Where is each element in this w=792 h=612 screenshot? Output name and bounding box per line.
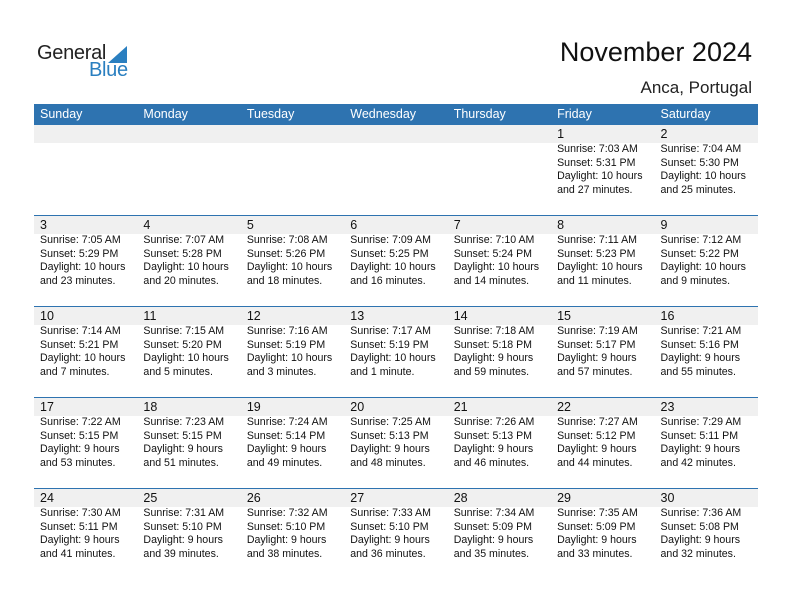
week-row xyxy=(34,215,758,306)
daylight-minutes-text: and 53 minutes. xyxy=(40,456,116,469)
day-cell xyxy=(137,307,240,395)
sunset-text: Sunset: 5:17 PM xyxy=(557,338,636,351)
sunrise-text: Sunrise: 7:22 AM xyxy=(40,416,121,428)
sunrise-text: Sunrise: 7:25 AM xyxy=(350,416,431,428)
sunset-text: Sunset: 5:09 PM xyxy=(453,520,533,533)
daylight-text: Daylight: 9 hours xyxy=(660,443,741,455)
daylight-minutes-text: and 51 minutes. xyxy=(143,456,219,469)
daylight-minutes-text: and 25 minutes. xyxy=(660,183,736,196)
daylight-minutes-text: and 7 minutes. xyxy=(40,365,110,378)
daylight-text: Daylight: 9 hours xyxy=(40,534,120,546)
day-number: 29 xyxy=(557,491,572,505)
location-subtitle: Anca, Portugal xyxy=(640,78,752,97)
sunrise-text: Sunrise: 7:26 AM xyxy=(453,416,535,428)
weekday-header-row xyxy=(34,104,758,125)
day-number: 25 xyxy=(143,491,158,505)
week-days xyxy=(34,125,758,213)
empty-day-cell xyxy=(137,125,240,213)
sunrise-text: Sunrise: 7:27 AM xyxy=(557,416,638,428)
daylight-text: Daylight: 10 hours xyxy=(557,170,643,182)
daylight-minutes-text: and 42 minutes. xyxy=(660,456,736,469)
day-number: 10 xyxy=(40,309,54,323)
daylight-minutes-text: and 16 minutes. xyxy=(350,274,426,287)
daylight-text: Daylight: 10 hours xyxy=(143,261,229,273)
sunrise-text: Sunrise: 7:32 AM xyxy=(246,507,328,519)
daylight-minutes-text: and 23 minutes. xyxy=(40,274,116,287)
daylight-text: Daylight: 9 hours xyxy=(40,443,120,455)
week-row xyxy=(34,397,758,488)
daylight-text: Daylight: 9 hours xyxy=(453,352,534,364)
sunrise-text: Sunrise: 7:24 AM xyxy=(246,416,328,428)
day-number: 9 xyxy=(660,218,668,232)
empty-day-cell xyxy=(344,125,447,213)
sunrise-text: Sunrise: 7:23 AM xyxy=(143,416,225,428)
daylight-minutes-text: and 1 minute. xyxy=(350,365,415,378)
daylight-minutes-text: and 33 minutes. xyxy=(557,547,633,560)
day-number: 2 xyxy=(660,127,668,141)
sunset-text: Sunset: 5:28 PM xyxy=(143,247,222,260)
daylight-minutes-text: and 44 minutes. xyxy=(557,456,633,469)
day-cell xyxy=(551,398,654,486)
sunrise-text: Sunrise: 7:10 AM xyxy=(453,234,535,246)
empty-day-cell xyxy=(34,125,137,213)
daylight-minutes-text: and 11 minutes. xyxy=(557,274,632,287)
sunset-text: Sunset: 5:10 PM xyxy=(143,520,222,533)
day-number: 16 xyxy=(660,309,675,323)
weekday-header: Thursday xyxy=(453,107,506,121)
sunrise-text: Sunrise: 7:11 AM xyxy=(557,234,637,246)
sunrise-text: Sunrise: 7:18 AM xyxy=(453,325,535,337)
sunset-text: Sunset: 5:31 PM xyxy=(557,156,636,169)
daylight-minutes-text: and 36 minutes. xyxy=(350,547,426,560)
sunset-text: Sunset: 5:11 PM xyxy=(40,520,118,533)
day-cell xyxy=(448,216,551,304)
daylight-text: Daylight: 10 hours xyxy=(660,261,746,273)
daylight-text: Daylight: 9 hours xyxy=(557,443,637,455)
day-number: 26 xyxy=(246,491,261,505)
sunset-text: Sunset: 5:09 PM xyxy=(557,520,636,533)
daylight-minutes-text: and 55 minutes. xyxy=(660,365,736,378)
day-number: 28 xyxy=(453,491,468,505)
daylight-minutes-text: and 32 minutes. xyxy=(660,547,736,560)
week-row xyxy=(34,306,758,397)
day-cell xyxy=(551,489,654,577)
sunrise-text: Sunrise: 7:04 AM xyxy=(660,143,742,155)
sunset-text: Sunset: 5:20 PM xyxy=(143,338,222,351)
day-number: 27 xyxy=(350,491,365,505)
daylight-minutes-text: and 41 minutes. xyxy=(40,547,116,560)
daylight-text: Daylight: 9 hours xyxy=(660,534,741,546)
weekday-header: Wednesday xyxy=(350,107,417,121)
week-days xyxy=(34,307,758,395)
sunrise-text: Sunrise: 7:29 AM xyxy=(660,416,742,428)
sunrise-text: Sunrise: 7:34 AM xyxy=(453,507,535,519)
sunrise-text: Sunrise: 7:07 AM xyxy=(143,234,225,246)
daylight-minutes-text: and 14 minutes. xyxy=(453,274,530,287)
day-cell xyxy=(344,307,447,395)
daylight-text: Daylight: 9 hours xyxy=(453,534,534,546)
day-cell xyxy=(655,398,758,486)
sunrise-text: Sunrise: 7:09 AM xyxy=(350,234,431,246)
day-cell xyxy=(137,216,240,304)
daylight-text: Daylight: 9 hours xyxy=(453,443,534,455)
day-number: 18 xyxy=(143,400,158,414)
day-number: 24 xyxy=(40,491,54,505)
sunset-text: Sunset: 5:18 PM xyxy=(453,338,533,351)
day-number: 1 xyxy=(557,127,565,141)
daylight-minutes-text: and 49 minutes. xyxy=(246,456,323,469)
day-cell xyxy=(34,489,137,577)
day-number: 5 xyxy=(246,218,254,232)
daylight-text: Daylight: 9 hours xyxy=(143,443,223,455)
day-number: 4 xyxy=(143,218,151,232)
day-cell xyxy=(137,489,240,577)
day-number: 22 xyxy=(557,400,572,414)
daylight-text: Daylight: 10 hours xyxy=(660,170,746,182)
day-cell xyxy=(344,216,447,304)
logo-word-general: General xyxy=(37,42,107,64)
weekday-header: Saturday xyxy=(660,107,711,121)
daylight-minutes-text: and 3 minutes. xyxy=(246,365,317,378)
sunset-text: Sunset: 5:11 PM xyxy=(660,429,739,442)
sunset-text: Sunset: 5:26 PM xyxy=(246,247,326,260)
day-cell xyxy=(448,398,551,486)
daylight-text: Daylight: 9 hours xyxy=(246,443,327,455)
day-number: 3 xyxy=(40,218,47,232)
weekday-header: Monday xyxy=(143,107,188,121)
daylight-text: Daylight: 9 hours xyxy=(350,443,430,455)
day-cell xyxy=(344,398,447,486)
daylight-text: Daylight: 9 hours xyxy=(660,352,741,364)
day-cell xyxy=(34,398,137,486)
week-row xyxy=(34,488,758,579)
daylight-minutes-text: and 57 minutes. xyxy=(557,365,633,378)
day-number: 7 xyxy=(453,218,461,232)
week-days xyxy=(34,489,758,577)
sunset-text: Sunset: 5:19 PM xyxy=(246,338,326,351)
week-days xyxy=(34,216,758,304)
sunrise-text: Sunrise: 7:14 AM xyxy=(40,325,121,337)
day-number: 8 xyxy=(557,218,565,232)
sunrise-text: Sunrise: 7:03 AM xyxy=(557,143,638,155)
empty-day-cell xyxy=(241,125,344,213)
sunset-text: Sunset: 5:12 PM xyxy=(557,429,636,442)
sunrise-text: Sunrise: 7:08 AM xyxy=(246,234,328,246)
day-cell xyxy=(448,489,551,577)
weekday-header: Sunday xyxy=(40,107,83,121)
week-row xyxy=(34,125,758,215)
weekday-header: Tuesday xyxy=(246,107,295,121)
brand-logo xyxy=(37,42,137,82)
weekday-header: Friday xyxy=(557,107,592,121)
daylight-text: Daylight: 10 hours xyxy=(40,261,126,273)
sunrise-text: Sunrise: 7:16 AM xyxy=(246,325,328,337)
day-number: 30 xyxy=(660,491,675,505)
daylight-minutes-text: and 27 minutes. xyxy=(557,183,633,196)
day-cell xyxy=(551,307,654,395)
day-cell xyxy=(241,307,344,395)
daylight-text: Daylight: 10 hours xyxy=(40,352,126,364)
daylight-text: Daylight: 9 hours xyxy=(557,534,637,546)
sunset-text: Sunset: 5:13 PM xyxy=(350,429,429,442)
sunset-text: Sunset: 5:10 PM xyxy=(350,520,429,533)
sunset-text: Sunset: 5:22 PM xyxy=(660,247,739,260)
daylight-text: Daylight: 9 hours xyxy=(557,352,637,364)
daylight-minutes-text: and 5 minutes. xyxy=(143,365,213,378)
day-cell xyxy=(34,216,137,304)
sunrise-text: Sunrise: 7:31 AM xyxy=(143,507,225,519)
day-cell xyxy=(655,125,758,213)
day-number: 17 xyxy=(40,400,54,414)
daylight-text: Daylight: 10 hours xyxy=(350,261,436,273)
day-number: 20 xyxy=(350,400,365,414)
sunset-text: Sunset: 5:19 PM xyxy=(350,338,429,351)
day-cell xyxy=(655,216,758,304)
daylight-minutes-text: and 46 minutes. xyxy=(453,456,530,469)
daylight-text: Daylight: 10 hours xyxy=(143,352,229,364)
sunset-text: Sunset: 5:13 PM xyxy=(453,429,533,442)
day-number: 23 xyxy=(660,400,675,414)
day-number: 11 xyxy=(143,309,157,323)
day-cell xyxy=(655,489,758,577)
daylight-text: Daylight: 10 hours xyxy=(453,261,540,273)
day-cell xyxy=(344,489,447,577)
day-cell xyxy=(655,307,758,395)
daylight-minutes-text: and 38 minutes. xyxy=(246,547,323,560)
sunset-text: Sunset: 5:23 PM xyxy=(557,247,636,260)
sunset-text: Sunset: 5:15 PM xyxy=(143,429,222,442)
day-number: 19 xyxy=(246,400,261,414)
sunrise-text: Sunrise: 7:19 AM xyxy=(557,325,638,337)
sunrise-text: Sunrise: 7:36 AM xyxy=(660,507,742,519)
sunrise-text: Sunrise: 7:30 AM xyxy=(40,507,121,519)
daylight-minutes-text: and 59 minutes. xyxy=(453,365,530,378)
daylight-text: Daylight: 10 hours xyxy=(350,352,436,364)
daylight-minutes-text: and 39 minutes. xyxy=(143,547,219,560)
weeks-container xyxy=(34,125,758,579)
day-cell xyxy=(448,307,551,395)
day-number: 6 xyxy=(350,218,358,232)
daylight-minutes-text: and 35 minutes. xyxy=(453,547,530,560)
daylight-minutes-text: and 48 minutes. xyxy=(350,456,426,469)
day-cell xyxy=(551,125,654,213)
daylight-text: Daylight: 9 hours xyxy=(350,534,430,546)
daylight-text: Daylight: 10 hours xyxy=(246,352,333,364)
daylight-text: Daylight: 9 hours xyxy=(246,534,327,546)
daylight-minutes-text: and 20 minutes. xyxy=(143,274,219,287)
sunrise-text: Sunrise: 7:15 AM xyxy=(143,325,225,337)
sunset-text: Sunset: 5:30 PM xyxy=(660,156,739,169)
sunrise-text: Sunrise: 7:12 AM xyxy=(660,234,742,246)
daylight-minutes-text: and 9 minutes. xyxy=(660,274,731,287)
sunset-text: Sunset: 5:10 PM xyxy=(246,520,326,533)
sunrise-text: Sunrise: 7:35 AM xyxy=(557,507,638,519)
day-number: 14 xyxy=(453,309,468,323)
day-cell xyxy=(241,216,344,304)
sunset-text: Sunset: 5:25 PM xyxy=(350,247,429,260)
sunrise-text: Sunrise: 7:33 AM xyxy=(350,507,431,519)
day-number: 15 xyxy=(557,309,572,323)
daylight-text: Daylight: 10 hours xyxy=(246,261,333,273)
day-cell xyxy=(551,216,654,304)
day-number: 21 xyxy=(453,400,468,414)
daylight-text: Daylight: 9 hours xyxy=(143,534,223,546)
daylight-minutes-text: and 18 minutes. xyxy=(246,274,323,287)
sunset-text: Sunset: 5:16 PM xyxy=(660,338,739,351)
sunset-text: Sunset: 5:08 PM xyxy=(660,520,739,533)
sunrise-text: Sunrise: 7:05 AM xyxy=(40,234,121,246)
day-number: 12 xyxy=(246,309,261,323)
day-cell xyxy=(241,489,344,577)
week-days xyxy=(34,398,758,486)
calendar-grid xyxy=(34,104,758,579)
day-cell xyxy=(137,398,240,486)
day-number: 13 xyxy=(350,309,365,323)
sunrise-text: Sunrise: 7:21 AM xyxy=(660,325,742,337)
sunset-text: Sunset: 5:15 PM xyxy=(40,429,119,442)
sunset-text: Sunset: 5:21 PM xyxy=(40,338,119,351)
day-cell xyxy=(241,398,344,486)
sunrise-text: Sunrise: 7:17 AM xyxy=(350,325,431,337)
daylight-text: Daylight: 10 hours xyxy=(557,261,643,273)
empty-day-cell xyxy=(448,125,551,213)
logo-word-blue: Blue xyxy=(89,59,128,81)
sunset-text: Sunset: 5:14 PM xyxy=(246,429,326,442)
sunset-text: Sunset: 5:29 PM xyxy=(40,247,119,260)
sunset-text: Sunset: 5:24 PM xyxy=(453,247,533,260)
page-title: November 2024 xyxy=(559,37,752,67)
day-cell xyxy=(34,307,137,395)
